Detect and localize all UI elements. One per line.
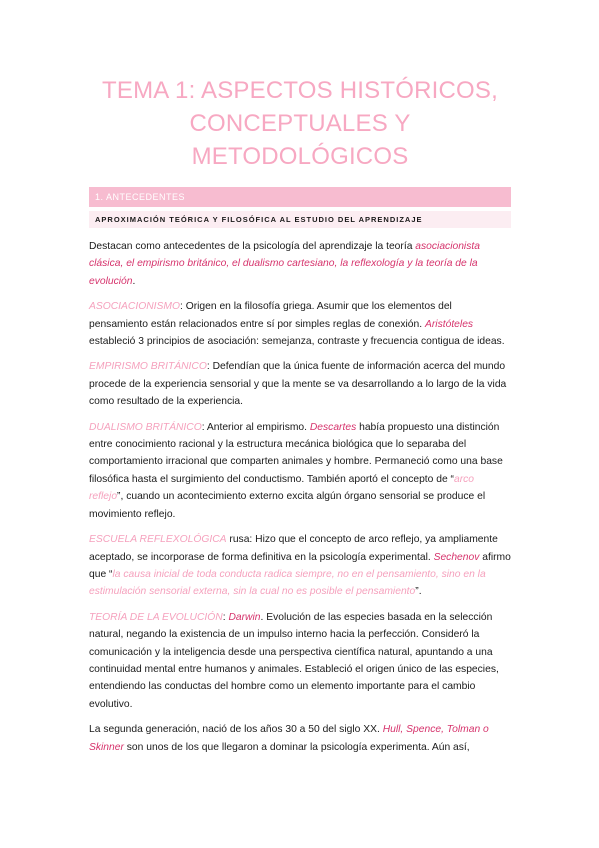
emphasis: asociacionista clásica, el empirismo británico, el dualismo cartesiano, la reflexología y la teoría de la evolución xyxy=(89,241,480,287)
text: . Evolución de las especies basada en la selección natural, negando la existencia de un impulso interno hacia la perfección. Consideró la comunicación y la inteligencia desde una perspectiva científica natural, apuntando a una continuidad mental entre humanos y animales. Estableció el origen único de las especies, entendiendo las conductas del hombre como un elemento importante para el cambio evolutivo. xyxy=(89,611,499,710)
paragraph-empirismo xyxy=(89,358,511,410)
title-line-2: CONCEPTUALES Y METODOLÓGICOS xyxy=(189,110,411,170)
paragraph-intro xyxy=(89,238,511,290)
text: había propuesto una distinción entre conocimiento racional y la estructura mecánica biológica que lo separaba del comportamiento irracional que comparten animales y hombre. Permaneció como una base filosófica hasta el surgimiento del conductismo. También aportó el concepto de “ xyxy=(89,421,503,485)
text: : Defendían que la única fuente de información acerca del mundo procede de la experiencia sensorial y que la mente se va desarrollando a lo largo de la vida como resultado de la experiencia. xyxy=(89,361,507,408)
text: afirmo que “ xyxy=(89,551,511,580)
page-title xyxy=(89,74,511,173)
text: : Anterior al empirismo. xyxy=(201,421,310,433)
keyword: ESCUELA REFLEXOLÓGICA xyxy=(89,534,227,546)
text: La segunda generación, nació de los años 30 a 50 del siglo XX. xyxy=(89,724,383,736)
keyword: EMPIRISMO BRITÁNICO xyxy=(89,361,207,373)
quote: la causa inicial de toda conducta radica siempre, no en el pensamiento, sino en la estimulación sensorial externa, sin la cual no es posible el pensamiento xyxy=(89,568,486,598)
emphasis: Aristóteles xyxy=(425,318,474,330)
keyword: TEORÍA DE LA EVOLUCIÓN xyxy=(89,611,223,623)
text: : xyxy=(222,611,229,623)
title-line-1: TEMA 1: ASPECTOS HISTÓRICOS, xyxy=(102,77,498,104)
text: rusa: Hizo que el concepto de arco reflejo, ya ampliamente aceptado, se incorporase de forma definitiva en la psicología experimental. xyxy=(89,534,498,563)
paragraph-dualismo xyxy=(89,419,511,523)
paragraph-evolucion xyxy=(89,609,511,713)
text: ”. xyxy=(415,586,422,598)
emphasis: Descartes xyxy=(309,421,357,433)
text: Destacan como antecedentes de la psicología del aprendizaje la teoría xyxy=(89,241,416,252)
section-heading: 1. ANTECEDENTES xyxy=(89,187,511,207)
paragraph-segunda-generacion xyxy=(89,721,511,756)
text: : Origen en la filosofía griega. Asumir que los elementos del pensamiento están relacionados entre sí por simples reglas de conexión. xyxy=(89,301,452,330)
paragraph-asociacionismo xyxy=(89,298,511,350)
text: son unos de los que llegaron a dominar la psicología experimenta. Aún así, xyxy=(123,741,470,753)
emphasis: Darwin xyxy=(228,611,261,623)
text: ”, cuando un acontecimiento externo excita algún órgano sensorial se produce el movimiento reflejo. xyxy=(89,491,486,520)
text: . xyxy=(132,275,136,287)
text: estableció 3 principios de asociación: semejanza, contraste y frecuencia contigua de ideas. xyxy=(89,336,505,348)
subsection-heading: APROXIMACIÓN TEÓRICA Y FILOSÓFICA AL ESTUDIO DEL APRENDIZAJE xyxy=(89,211,511,228)
quote: arco reflejo xyxy=(89,473,475,503)
keyword: ASOCIACIONISMO xyxy=(89,301,180,313)
emphasis: Sechenov xyxy=(433,551,480,563)
emphasis: Hull, Spence, Tolman o Skinner xyxy=(89,724,489,753)
keyword: DUALISMO BRITÁNICO xyxy=(89,421,202,433)
paragraph-reflexologia xyxy=(89,531,511,601)
